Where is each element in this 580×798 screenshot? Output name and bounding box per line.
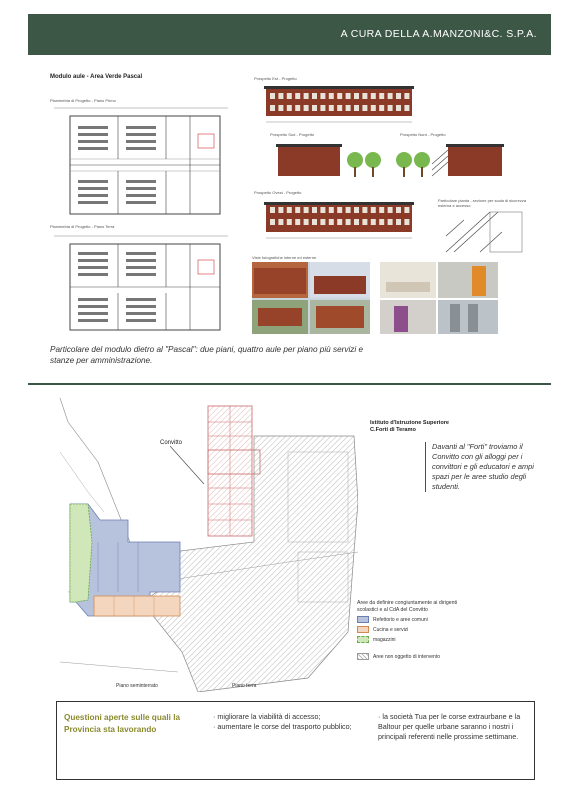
window-mark [329,93,334,99]
bullet-item: · aumentare le corse del trasporto pubblico; [213,722,352,731]
window-mark [379,93,384,99]
elevation-label-north: Prospetto Nord - Progetto [400,132,446,137]
plan-label-basement: Piano seminterrato [116,683,158,689]
window-mark [312,105,317,111]
institute-line-1: Istituto d'Istruzione Superiore [370,420,450,426]
section-divider [28,383,551,385]
legend-swatch [357,636,369,643]
top-caption [50,344,380,366]
side-note: Davanti al "Forti" troviamo il Convitto con gli alloggi per i convittori e gli educatori e ampi spazi per le aree studio degli studenti. [425,442,540,492]
window-mark [396,219,401,225]
window-mark [362,93,367,99]
legend-swatch [357,626,369,633]
elevation-label-south: Prospetto Sud - Progetto [270,132,315,137]
window-mark [354,207,359,213]
window-mark [312,93,317,99]
header-title: A CURA DELLA A.MANZONI&C. S.P.A. [340,28,537,40]
window-mark [388,105,393,111]
window-mark [404,105,409,111]
window-mark [278,105,283,111]
window-mark [312,207,317,213]
tree-icon-right [394,148,434,180]
window-mark [295,105,300,111]
window-mark [362,207,367,213]
legend-item-cucina [357,626,517,633]
window-mark [270,105,275,111]
window-mark [388,93,393,99]
photo-exterior [252,262,370,334]
window-mark [320,105,325,111]
window-mark [362,219,367,225]
legend-label: Refettorio e aree comuni [373,616,428,623]
window-mark [396,207,401,213]
institute-title [370,420,449,434]
window-mark [404,219,409,225]
legend-label: magazzini [373,636,396,643]
photo-label: Viste fotografiche interne ed esterne [252,255,317,260]
window-mark [379,105,384,111]
header-band [28,14,551,55]
open-questions-col-2 [378,712,523,742]
window-mark [404,93,409,99]
stair-section-drawing [440,206,536,256]
window-mark [362,105,367,111]
window-mark [388,207,393,213]
window-mark [304,93,309,99]
window-mark [287,207,292,213]
window-mark [320,207,325,213]
window-mark [329,105,334,111]
window-mark [312,219,317,225]
elevation-north [430,140,505,180]
elevation-label-west: Prospetto Ovest - Progetto [254,190,302,195]
window-mark [337,93,342,99]
convitto-label: Convitto [160,440,183,446]
window-mark [396,105,401,111]
window-mark [270,93,275,99]
window-mark [320,219,325,225]
window-mark [379,219,384,225]
window-mark [329,219,334,225]
window-mark [295,219,300,225]
photo-interior [380,262,498,334]
institute-line-2: C.Forti di Teramo [370,427,416,433]
window-mark [354,93,359,99]
open-questions-col-1 [213,712,373,732]
legend-swatch [357,653,369,660]
legend-item-magazzini [357,636,517,643]
plan-label-ground: Piano terra [232,683,257,689]
floor-plan-lower [54,236,228,330]
window-mark [278,219,283,225]
tree-icon-left [345,148,385,180]
legend [357,600,517,660]
window-mark [337,207,342,213]
caption-text: : due piani, quattro aule per piano più servizi e stanze per amministrazione. [50,345,364,365]
window-mark [346,219,351,225]
elevation-west [262,198,418,244]
legend-item-refettorio [357,616,517,623]
window-mark [354,105,359,111]
window-mark [346,93,351,99]
section-detail-label: Particolare pianta - sezione per scala di sicurezza esterna e accesso [438,198,527,208]
window-mark [371,105,376,111]
window-mark [337,105,342,111]
window-mark [388,219,393,225]
elevation-east [262,84,418,124]
caption-emphasis: Particolare del modulo dietro al "Pascal" [50,345,196,354]
window-mark [329,207,334,213]
elevation-label-east: Prospetto Est - Progetto [254,76,297,81]
window-mark [354,219,359,225]
window-mark [270,207,275,213]
floor-plan-upper [54,108,228,214]
window-mark [304,105,309,111]
bullet-item: · la società Tua per le corse extraurbane e la Baltour per quelle urbane saranno i nostri i principali referenti nelle prossime settimane. [378,712,521,741]
section-title: Modulo aule - Area Verde Pascal [50,74,143,80]
legend-label: Cucina e servizi [373,626,409,633]
plan-label-first-floor: Planimetria di Progetto - Piano Primo [50,98,116,103]
legend-swatch [357,616,369,623]
window-mark [304,207,309,213]
window-mark [287,105,292,111]
legend-title: Aree da definire congiuntamente ai dirigenti scolastici e al CdA del Convitto [357,600,458,613]
window-mark [295,93,300,99]
window-mark [287,219,292,225]
legend-label: Aree non oggetto di intervento [373,653,440,660]
window-mark [346,105,351,111]
elevation-south [274,140,344,180]
window-mark [346,207,351,213]
window-mark [320,93,325,99]
window-mark [278,93,283,99]
window-mark [404,207,409,213]
window-mark [371,207,376,213]
legend-item-non-intervento [357,653,517,660]
window-mark [371,93,376,99]
window-mark [295,207,300,213]
bullet-item: · migliorare la viabilità di accesso; [213,712,321,721]
window-mark [337,219,342,225]
plan-label-ground-floor: Planimetria di Progetto - Piano Terra [50,224,115,229]
site-plan-drawing [58,392,358,692]
window-mark [379,207,384,213]
window-mark [270,219,275,225]
open-questions-title: Questioni aperte sulle quali la Provincia sta lavorando [64,713,181,734]
window-mark [371,219,376,225]
window-mark [396,93,401,99]
window-mark [278,207,283,213]
window-mark [304,219,309,225]
window-mark [287,93,292,99]
floor-plans-drawing [48,104,234,334]
